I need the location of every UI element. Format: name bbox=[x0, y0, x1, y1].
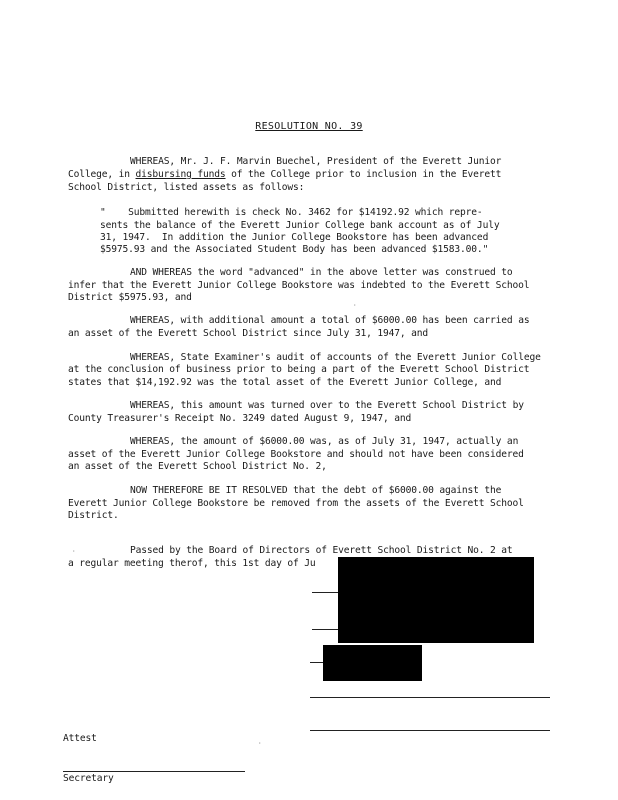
p4-line-2: at the conclusion of business prior to being a part of the Everett School District bbox=[68, 364, 530, 375]
signature-line bbox=[310, 697, 550, 698]
p4-line-1: WHEREAS, State Examiner's audit of accounts of the Everett Junior College bbox=[130, 352, 541, 363]
quote-line-1: " Submitted herewith is check No. 3462 for $14192.92 which repre- bbox=[100, 207, 483, 218]
attest-label: Attest bbox=[63, 733, 97, 744]
signature-line bbox=[310, 662, 323, 663]
p2-line-1: AND WHEREAS the word "advanced" in the above letter was construed to bbox=[130, 267, 513, 278]
p5-line-2: County Treasurer's Receipt No. 3249 dated August 9, 1947, and bbox=[68, 413, 412, 424]
quote-line-3: 31, 1947. In addition the Junior College Bookstore has been advanced bbox=[100, 232, 489, 243]
p8-line-2: a regular meeting therof, this 1st day of Ju bbox=[68, 558, 316, 569]
p2-line-2: infer that the Everett Junior College Bookstore was indebted to the Everett School bbox=[68, 280, 530, 291]
p6-line-2: asset of the Everett Junior College Bookstore and should not have been considered bbox=[68, 449, 524, 460]
p3-line-2: an asset of the Everett School District since July 31, 1947, and bbox=[68, 328, 429, 339]
p1-line-2: College, in disbursing funds of the College prior to inclusion in the Everett bbox=[68, 169, 502, 180]
p6-line-3: an asset of the Everett School District No. 2, bbox=[68, 461, 327, 472]
signature-line bbox=[310, 730, 550, 731]
quote-line-2: sents the balance of the Everett Junior College bank account as of July bbox=[100, 220, 500, 231]
scan-speck: · bbox=[258, 740, 262, 747]
p3-line-1: WHEREAS, with additional amount a total of $6000.00 has been carried as bbox=[130, 315, 530, 326]
p1-line-3: School District, listed assets as follows: bbox=[68, 182, 305, 193]
secretary-signature-line bbox=[63, 771, 245, 772]
p2-line-3: District $5975.93, and bbox=[68, 292, 192, 303]
p7-line-2: Everett Junior College Bookstore be removed from the assets of the Everett School bbox=[68, 498, 524, 509]
p5-line-1: WHEREAS, this amount was turned over to the Everett School District by bbox=[130, 400, 524, 411]
p7-line-1: NOW THEREFORE BE IT RESOLVED that the debt of $6000.00 against the bbox=[130, 485, 502, 496]
p1-line-1: WHEREAS, Mr. J. F. Marvin Buechel, President of the Everett Junior bbox=[130, 156, 502, 167]
p4-line-3: states that $14,192.92 was the total asset of the Everett Junior College, and bbox=[68, 377, 502, 388]
underlined-phrase: disbursing funds bbox=[135, 169, 226, 180]
secretary-label: Secretary bbox=[63, 773, 114, 784]
redaction-block bbox=[323, 645, 422, 681]
p8-line-1: Passed by the Board of Directors of Everett School District No. 2 at bbox=[130, 545, 513, 556]
quote-line-4: $5975.93 and the Associated Student Body has been advanced $1583.00." bbox=[100, 244, 489, 255]
signature-line bbox=[312, 629, 338, 630]
scan-speck: · bbox=[353, 302, 357, 309]
signature-line bbox=[312, 592, 338, 593]
scan-speck: · bbox=[72, 548, 76, 555]
p6-line-1: WHEREAS, the amount of $6000.00 was, as of July 31, 1947, actually an bbox=[130, 436, 519, 447]
redaction-block bbox=[338, 557, 534, 643]
resolution-title: RESOLUTION NO. 39 bbox=[255, 121, 363, 132]
p7-line-3: District. bbox=[68, 510, 119, 521]
